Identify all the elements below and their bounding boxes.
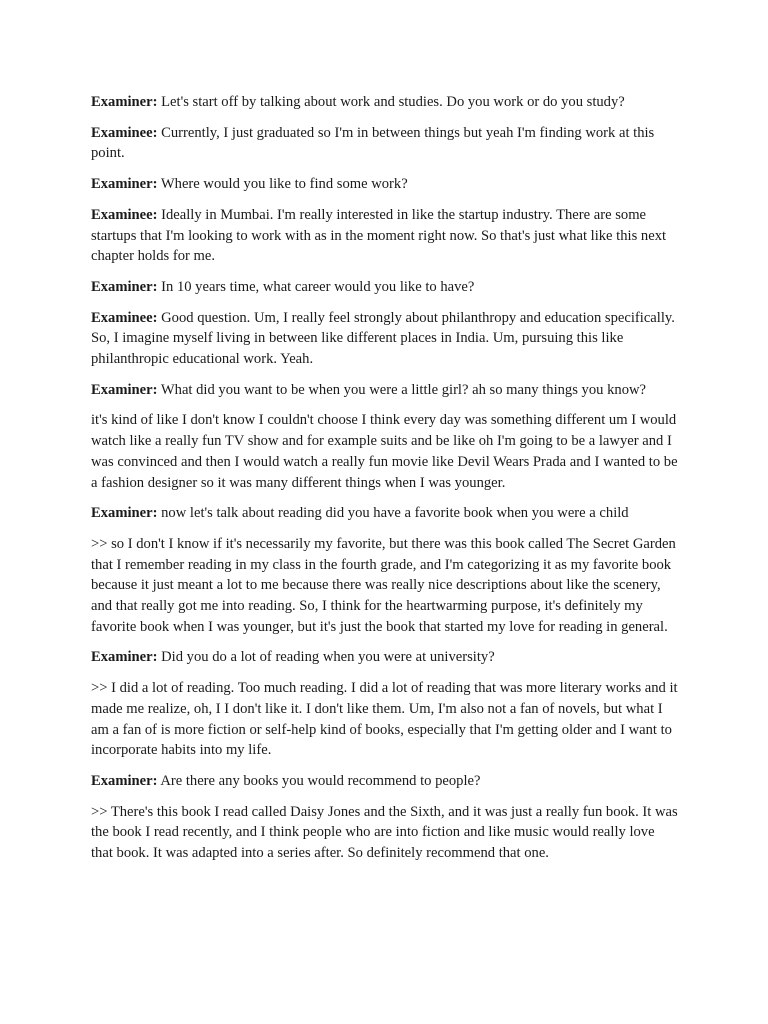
paragraph-text: Let's start off by talking about work and studies. Do you work or do you study? bbox=[157, 94, 625, 110]
speaker-label: Examiner: bbox=[91, 278, 158, 295]
paragraph bbox=[91, 174, 680, 195]
paragraph bbox=[91, 771, 680, 792]
speaker-label: Examiner: bbox=[91, 649, 158, 666]
speaker-label: Examinee: bbox=[91, 124, 158, 141]
paragraph-text: now let's talk about reading did you have a favorite book when you were a child bbox=[157, 505, 629, 522]
paragraph bbox=[91, 205, 680, 267]
paragraph bbox=[91, 678, 680, 761]
paragraph-text: Ideally in Mumbai. I'm really interested in like the startup industry. There are some startups that I'm looking to work with as in the moment right now. So that's just what like this next chapter holds for me. bbox=[91, 206, 667, 265]
speaker-label: Examiner: bbox=[91, 772, 158, 789]
paragraph-text: Good question. Um, I really feel strongly about philanthropy and education specifically. So, I imagine myself living in between like different places in India. Um, pursuing this like philanthropic educational work. Yeah. bbox=[91, 309, 675, 368]
speaker-label: Examiner: bbox=[91, 94, 158, 110]
speaker-label: Examiner: bbox=[91, 381, 158, 398]
paragraph-text: Are there any books you would recommend to people? bbox=[157, 772, 481, 789]
paragraph bbox=[91, 380, 680, 401]
paragraph bbox=[91, 277, 680, 298]
paragraph bbox=[91, 647, 680, 668]
paragraph-text: In 10 years time, what career would you like to have? bbox=[157, 278, 475, 295]
paragraph-text: >> I did a lot of reading. Too much reading. I did a lot of reading that was more literary works and it made me realize, oh, I I don't like it. I don't like them. Um, I'm also not a fan of novels, but what I am a fan of is more fiction or self-help kind of books, especially that I'm getting older and I want to incorporate habits into my life. bbox=[91, 680, 678, 759]
paragraph bbox=[91, 802, 680, 864]
paragraph-text: Where would you like to find some work? bbox=[157, 176, 408, 193]
paragraph-text: >> There's this book I read called Daisy Jones and the Sixth, and it was just a really fun book. It was the book I read recently, and I think people who are into fiction and like music would really love that book. It was adapted into a series after. So definitely recommend that one. bbox=[91, 803, 678, 862]
paragraph-text: Did you do a lot of reading when you were at university? bbox=[157, 649, 495, 666]
speaker-label: Examinee: bbox=[91, 206, 158, 223]
speaker-label: Examinee: bbox=[91, 309, 158, 326]
paragraph-text: Currently, I just graduated so I'm in between things but yeah I'm finding work at this point. bbox=[91, 124, 655, 162]
paragraph bbox=[91, 534, 680, 638]
paragraph bbox=[91, 92, 680, 113]
paragraph bbox=[91, 123, 680, 164]
speaker-label: Examiner: bbox=[91, 505, 158, 522]
paragraph-text: it's kind of like I don't know I couldn't choose I think every day was something different um I would watch like a really fun TV show and for example suits and be like oh I'm going to be a lawyer and I was convinced and then I would watch a really fun movie like Devil Wears Prada and I wanted to be a fashion designer so it was many different things when I was younger. bbox=[91, 412, 678, 491]
speaker-label: Examiner: bbox=[91, 176, 158, 193]
paragraph-text: What did you want to be when you were a little girl? ah so many things you know? bbox=[157, 381, 647, 398]
paragraph bbox=[91, 503, 680, 524]
paragraph bbox=[91, 410, 680, 493]
paragraph-text: >> so I don't I know if it's necessarily my favorite, but there was this book called The Secret Garden that I remember reading in my class in the fourth grade, and I'm categorizing it as my favorite book because it just meant a lot to me because there was really nice descriptions about like the scenery, and that really got me into reading. So, I think for the heartwarming purpose, it's definitely my favorite book when I was younger, but it's just the book that started my love for reading in general. bbox=[91, 535, 676, 635]
paragraph bbox=[91, 308, 680, 370]
